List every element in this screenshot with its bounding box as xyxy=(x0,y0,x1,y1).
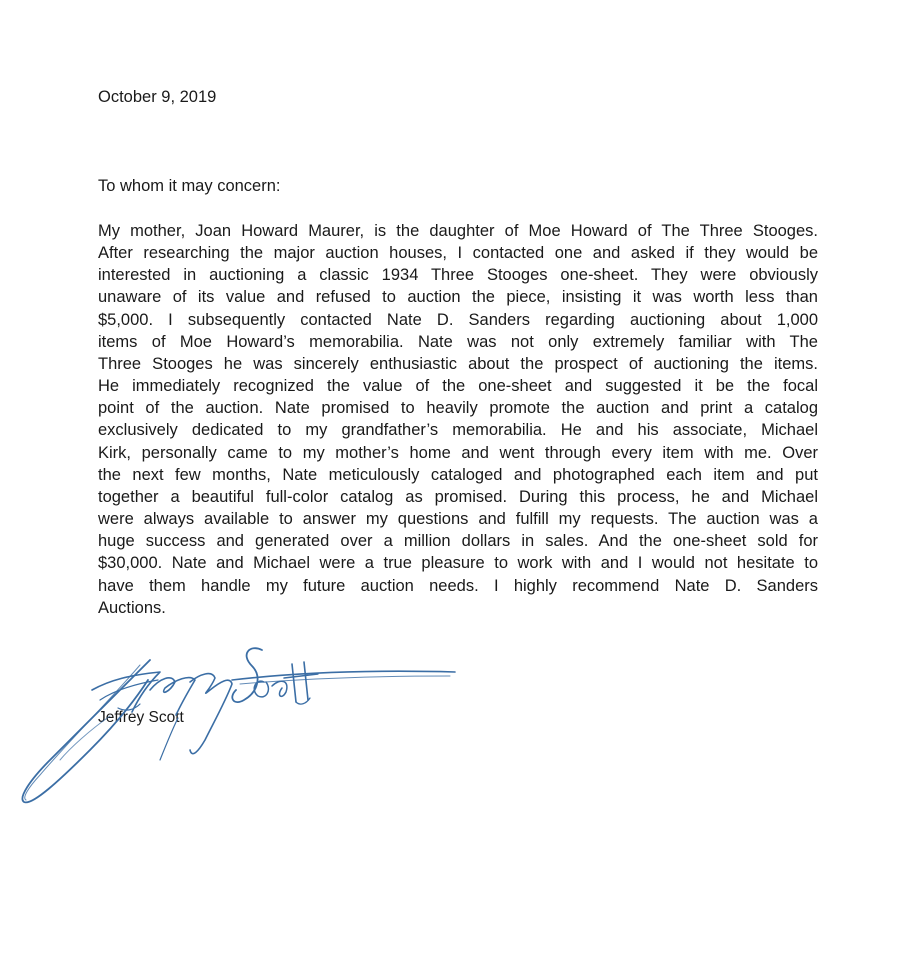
body-line: items of Moe Howard’s memorabilia. Nate was not only extremely familiar with The xyxy=(98,332,818,351)
body-line: have them handle my future auction needs. I highly recommend Nate D. Sanders xyxy=(98,576,818,595)
body-line: interested in auctioning a classic 1934 Three Stooges one-sheet. They were obviously xyxy=(98,266,818,285)
body-line: together a beautiful full-color catalog as promised. During this process, he and Michael xyxy=(98,487,818,506)
body-line: $5,000. I subsequently contacted Nate D. Sanders regarding auctioning about 1,000 xyxy=(98,310,818,329)
letter-date: October 9, 2019 xyxy=(98,88,217,106)
body-line: were always available to answer my questions and fulfill my requests. The auction was a xyxy=(98,510,818,529)
body-line: $30,000. Nate and Michael were a true pleasure to work with and I would not hesitate to xyxy=(98,554,818,573)
body-line: exclusively dedicated to my grandfather’s memorabilia. He and his associate, Michael xyxy=(98,421,818,440)
handwritten-signature xyxy=(0,620,480,820)
body-line: He immediately recognized the value of the one-sheet and suggested it be the focal xyxy=(98,377,818,396)
body-line: Three Stooges he was sincerely enthusiastic about the prospect of auctioning the items. xyxy=(98,354,818,373)
body-line: unaware of its value and refused to auction the piece, insisting it was worth less than xyxy=(98,288,818,307)
signer-name: Jeffrey Scott xyxy=(98,709,184,726)
body-line: point of the auction. Nate promised to heavily promote the auction and print a catalog xyxy=(98,399,818,418)
body-line: huge success and generated over a million dollars in sales. And the one-sheet sold for xyxy=(98,532,818,551)
body-line: Kirk, personally came to my mother’s home and went through every item with me. Over xyxy=(98,443,818,462)
body-line: My mother, Joan Howard Maurer, is the daughter of Moe Howard of The Three Stooges. xyxy=(98,222,818,240)
letter-salutation: To whom it may concern: xyxy=(98,177,281,195)
body-line: the next few months, Nate meticulously cataloged and photographed each item and put xyxy=(98,465,818,484)
body-line: After researching the major auction houses, I contacted one and asked if they would be xyxy=(98,244,818,263)
letter-body xyxy=(98,220,818,619)
body-line: Auctions. xyxy=(98,598,166,617)
